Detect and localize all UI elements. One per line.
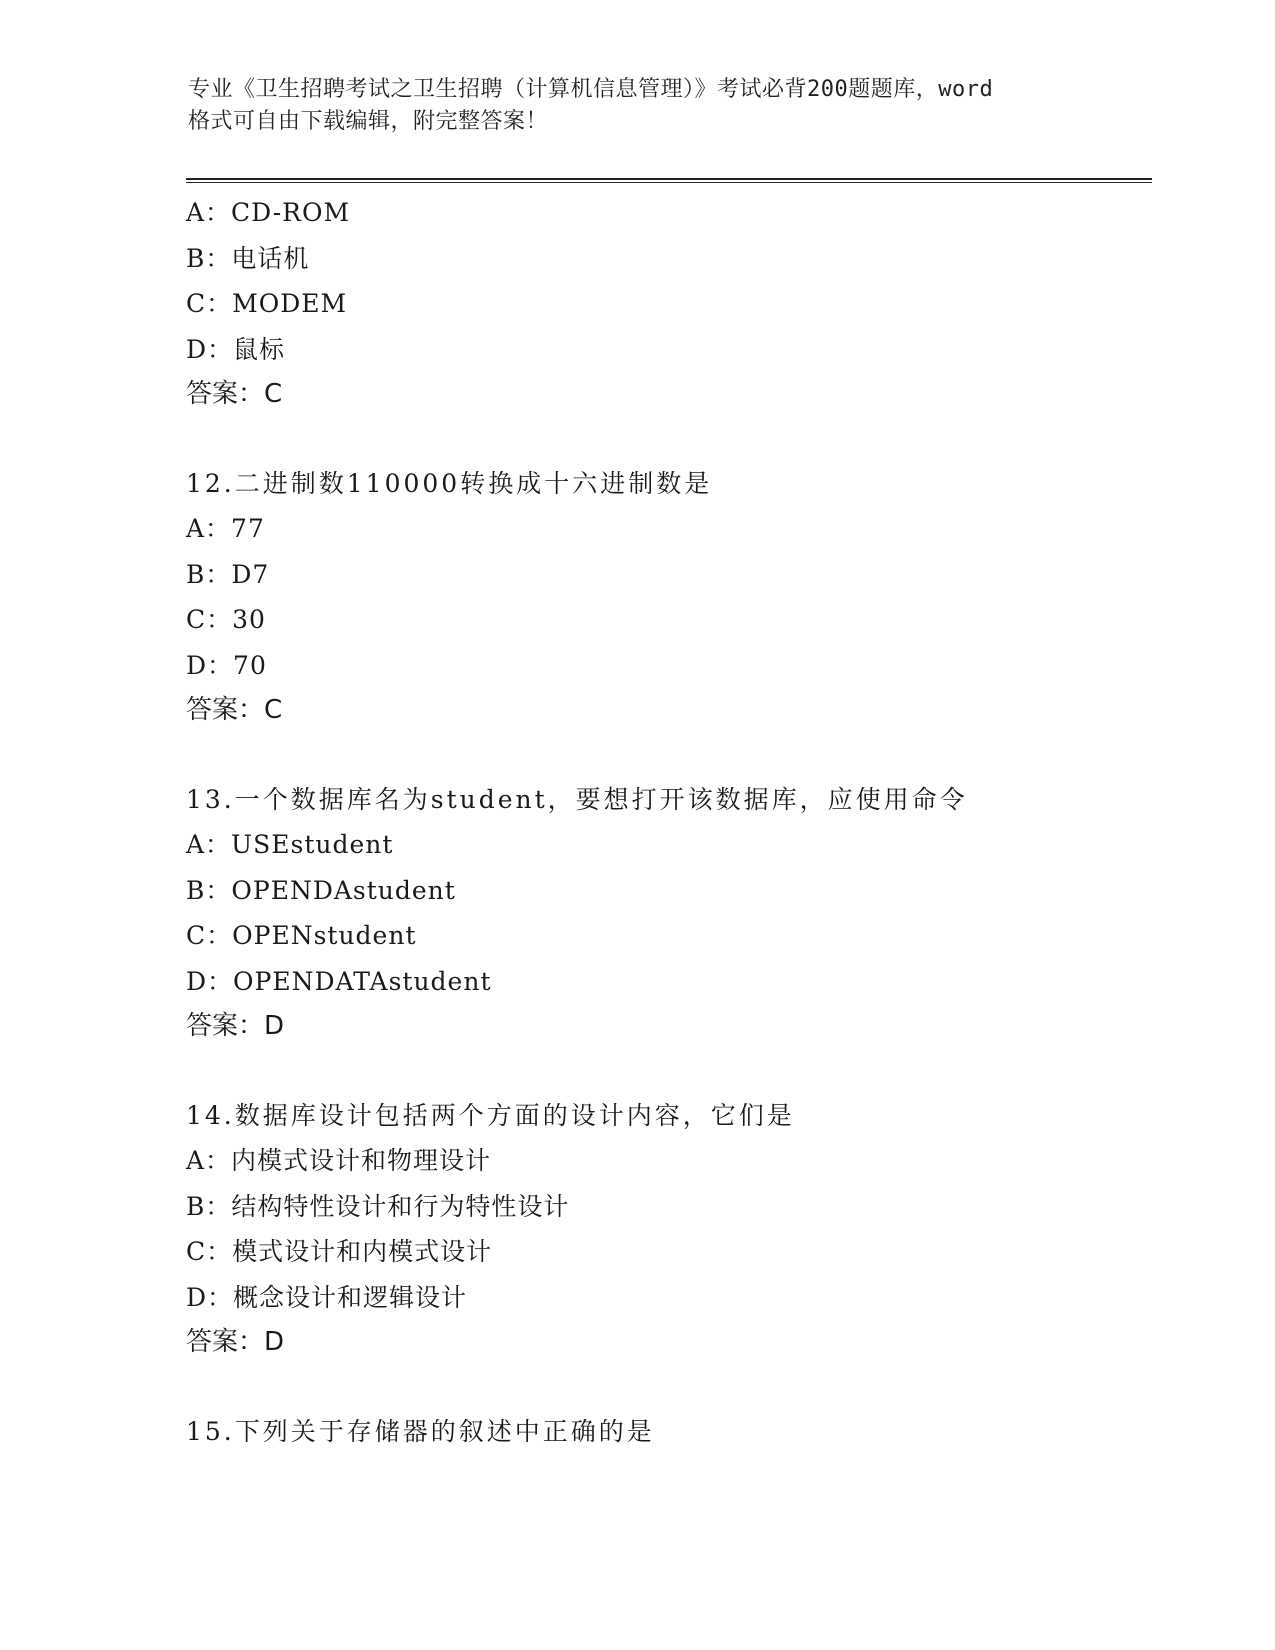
option-c: C：MODEM	[186, 289, 348, 318]
question-text: 12.二进制数110000转换成十六进制数是	[186, 468, 713, 498]
question-list	[186, 190, 1146, 1454]
option-d: D：概念设计和逻辑设计	[186, 1282, 468, 1312]
question-text: 15.下列关于存储器的叙述中正确的是	[186, 1416, 655, 1446]
option-c: C：30	[186, 605, 266, 634]
option-a: A：CD-ROM	[186, 198, 351, 227]
answer-line: 答案：C	[186, 379, 283, 409]
option-c: C：模式设计和内模式设计	[186, 1237, 493, 1266]
option-a: A：77	[186, 514, 265, 543]
option-d: D：鼠标	[186, 334, 286, 364]
header-line-2: 格式可自由下载编辑，附完整答案！	[188, 109, 549, 134]
answer-line: 答案：C	[186, 695, 283, 725]
question-block-15	[186, 1409, 1146, 1455]
option-c: C：OPENstudent	[186, 921, 417, 950]
header-line-1: 专业《卫生招聘考试之卫生招聘（计算机信息管理）》考试必背200题题库，word	[188, 77, 994, 102]
question-block-12	[186, 461, 1146, 734]
option-d: D：OPENDATAstudent	[186, 966, 492, 996]
option-b: B：OPENDAstudent	[186, 875, 456, 905]
question-block-14	[186, 1093, 1146, 1366]
question-block-13	[186, 777, 1146, 1050]
question-text: 14.数据库设计包括两个方面的设计内容，它们是	[186, 1100, 795, 1130]
option-a: A：USEstudent	[186, 830, 394, 859]
question-text: 13.一个数据库名为student，要想打开该数据库，应使用命令	[186, 784, 968, 814]
answer-line: 答案：D	[186, 1011, 285, 1041]
header-divider-thin	[186, 182, 1152, 183]
question-block-11	[186, 190, 1146, 418]
option-d: D：70	[186, 650, 267, 680]
document-header	[188, 74, 1088, 138]
option-b: B：结构特性设计和行为特性设计	[186, 1191, 570, 1221]
option-b: B：D7	[186, 559, 270, 589]
header-divider-thick	[186, 178, 1152, 180]
option-a: A：内模式设计和物理设计	[186, 1146, 492, 1175]
option-b: B：电话机	[186, 243, 310, 273]
answer-line: 答案：D	[186, 1327, 285, 1357]
